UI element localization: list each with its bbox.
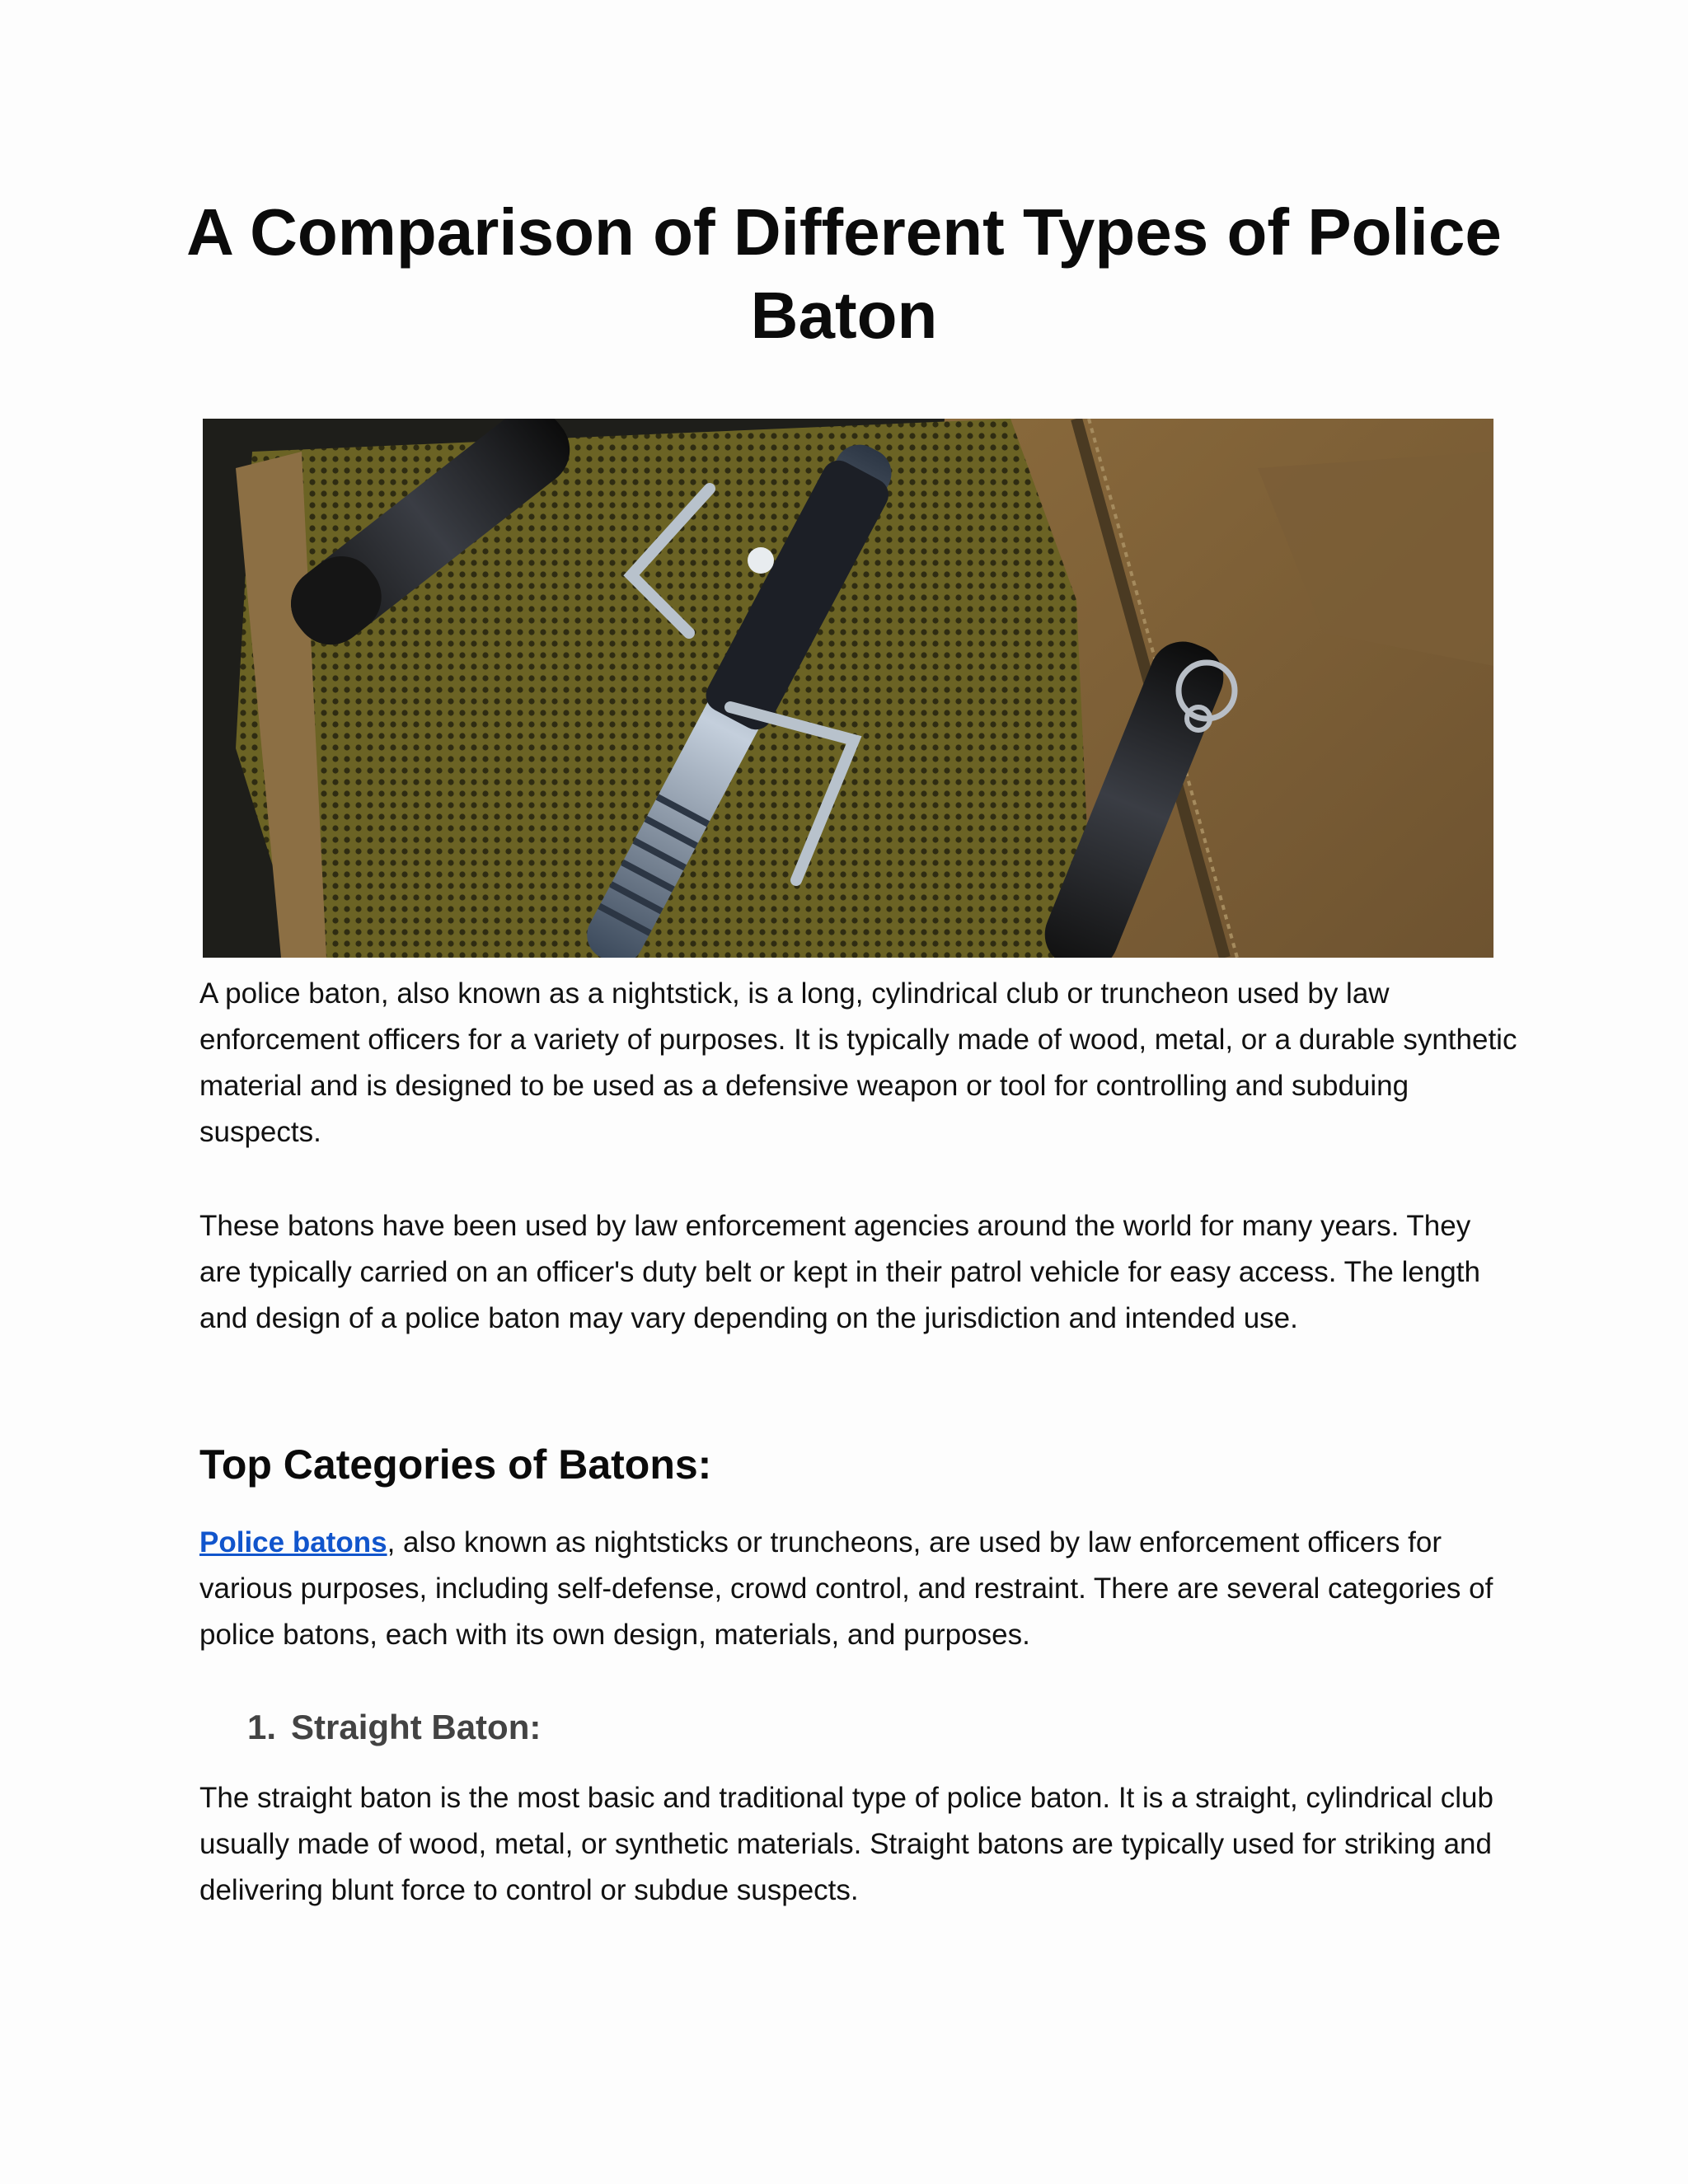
police-batons-link[interactable]: Police batons [199,1526,387,1558]
subsection-title: Straight Baton: [291,1708,542,1746]
intro-paragraph-2: These batons have been used by law enforcement agencies around the world for many years. They are typically carried on an officer's duty belt or kept in their patrol vehicle for easy access. The length and design of a police baton may vary depending on the jurisdiction and intended use. [199,1210,1480,1334]
straight-baton-paragraph: The straight baton is the most basic and traditional type of police baton. It is a straight, cylindrical club usually made of wood, metal, or synthetic materials. Straight batons are typically used for striking and delivering blunt force to control or subdue suspects. [199,1782,1493,1906]
categories-paragraph-text: , also known as nightsticks or truncheons, are used by law enforcement officers for various purposes, including self-defense, crowd control, and restraint. There are several categories of police batons, each with its own design, materials, and purposes. [199,1526,1493,1651]
subsection-number: 1. [247,1708,277,1746]
section-heading: Top Categories of Batons: [199,1441,712,1488]
page-title: A Comparison of Different Types of Police Baton [186,195,1502,352]
categories-paragraph [199,1520,1518,1658]
intro-paragraph-1: A police baton, also known as a nightstick, is a long, cylindrical club or truncheon used by law enforcement officers for a variety of purposes. It is typically made of wood, metal, or a durable synthetic material and is designed to be used as a defensive weapon or tool for controlling and subduing suspects. [199,977,1517,1148]
baton-photo-image [203,419,1493,958]
subsection-heading [247,1708,541,1747]
